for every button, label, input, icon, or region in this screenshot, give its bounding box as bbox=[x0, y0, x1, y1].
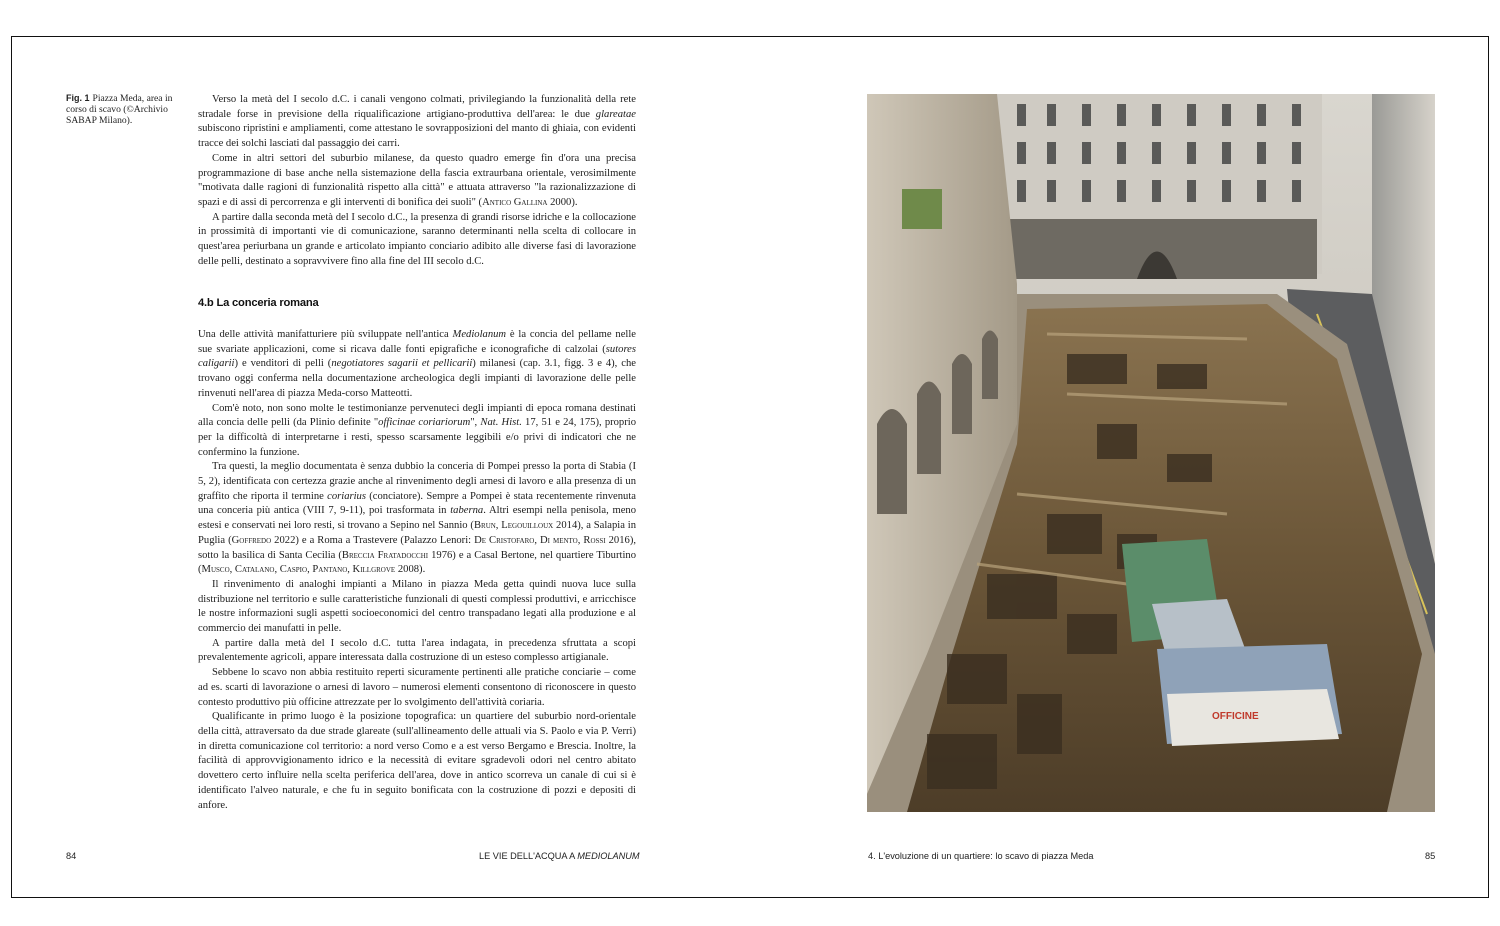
left-page-number: 84 bbox=[66, 851, 77, 861]
figure-caption bbox=[66, 93, 188, 126]
paragraph: Com'è noto, non sono molte le testimonianze pervenuteci degli impianti di epoca romana destinati alla concia delle pelli (da Plinio definite "officinae coriariorum", Nat. Hist. 17, 51 e 24, 175), proprio per la difficoltà di interpretarne i resti, spesso scarsamente leggibili e/o privi di indicatori che ne confermino la funzione. bbox=[198, 402, 637, 458]
body-text-lower bbox=[198, 328, 636, 813]
balcony-plants bbox=[902, 189, 942, 229]
cabin-signage: OFFICINE bbox=[1212, 711, 1259, 722]
paragraph: Tra questi, la meglio documentata è senza dubbio la conceria di Pompei presso la porta di Stabia (I 5, 2), identificata con certezza grazie anche al rinvenimento degli arnesi di lavoro e alla presenza di un graffito che riporta il termine coriarius (conciatore). Sempre a Pompei è stata recentemente rinvenuta una conceria più antica (VIII 7, 9-11), poi trasformata in taberna. Altri esempi nella penisola, meno estesi e conservati nei loro resti, si trovano a Sepino nel Sannio (Brun, Legouilloux 2014), a Salapia in Puglia (Goffredo 2022) e a Roma a Trastevere (Palazzo Lenori: De Cristofaro, Di mento, Rossi 2016), sotto la basilica di Santa Cecilia (Breccia Fratadocchi 1976) e a Casal Bertone, nel quartiere Tiburtino (Musco, Catalano, Caspio, Pantano, Killgrove 2008). bbox=[198, 461, 636, 576]
paragraph: Una delle attività manifatturiere più sviluppate nell'antica Mediolanum è la concia del pellame nelle sue svariate applicazioni, come si ricava dalle fonti epigrafiche e iconografiche di calzolai (sutores caligarii) e venditori di pelli (negotiatores sagarii et pellicarii) milanesi (cap. 3.1, figg. 3 e 4), che trovano oggi conferma nella documentazione archeologica degli impianti di lavorazione delle pelle rinvenuti nell'area di piazza Meda-corso Matteotti. bbox=[198, 329, 636, 399]
paragraph: A partire dalla seconda metà del I secolo d.C., la presenza di grandi risorse idriche e la collocazione in prossimità di importanti vie di comunicazione, saranno determinanti nella scelta di collocare in quest'area periurbana un grande e articolato impianto conciario adibito alle diverse fasi di lavorazione delle pelli, destinato a sopravvivere fino alla fine del III secolo d.C. bbox=[198, 211, 636, 267]
paragraph: Qualificante in primo luogo è la posizione topografica: un quartiere del suburbio nord-orientale della città, attraversato da due strade glareate (sull'allineamento delle attuali via S. Paolo e via P. Verri) in diretta comunicazione col territorio: a nord verso Como e a est verso Bergamo e Brescia. Inoltre, la facilità di approvvigionamento idrico e la necessità di evitare sgradevoli odori nel centro abitato dovettero certo influire nella scelta periferica dell'area, dove in antico scorreva un canale di cui si è identificato l'alveo naturale, e che fu in seguito bonificata con la costruzione di pozzi e depositi di anfore. bbox=[198, 711, 636, 811]
paragraph: Come in altri settori del suburbio milanese, da questo quadro emerge fin d'ora una precisa programmazione di base anche nella sistemazione della fascia extraurbana orientale, verosimilmente "motivata dalle ragioni di funzionalità rispetto alla città" e attuata attraverso "la razionalizzazione di spazi e di assi di percorrenza e gli interventi di bonifica dei suoli" (Antico Gallina 2000). bbox=[198, 152, 636, 208]
paragraph: A partire dalla metà del I secolo d.C. tutta l'area indagata, in precedenza sfruttata a scopi prevalentemente agricoli, appare interessata dalla costruzione di un esteso complesso artigianale. bbox=[198, 637, 636, 664]
paragraph: Il rinvenimento di analoghi impianti a Milano in piazza Meda getta quindi nuova luce sulla distribuzione nel territorio e sulle caratteristiche funzionali di questi complessi produttivi, e arricchisce le nostre informazioni sugli aspetti socioeconomici del centro transpadano legati alla produzione e al commercio dei manufatti in pelle. bbox=[198, 578, 636, 635]
left-running-head bbox=[479, 851, 640, 861]
paragraph: Sebbene lo scavo non abbia restituito reperti sicuramente pertinenti alle pratiche conciarie – come ad es. scarti di lavorazione o arnesi di lavoro – numerosi elementi consentono di riconoscere in questo contesto produttivo più officine attrezzate per lo svolgimento dell'attività coriaria. bbox=[198, 667, 636, 708]
section-heading: 4.b La conceria romana bbox=[198, 297, 319, 309]
right-running-head: 4. L'evoluzione di un quartiere: lo scavo di piazza Meda bbox=[868, 851, 1094, 861]
running-head-text: LE VIE DELL'ACQUA A bbox=[479, 851, 578, 861]
running-head-italic: MEDIOLANUM bbox=[577, 851, 640, 861]
excavation-photo-icon bbox=[867, 94, 1435, 812]
right-page-number: 85 bbox=[1425, 851, 1436, 861]
body-text-upper bbox=[198, 93, 636, 269]
figure-caption-text: Piazza Meda, area in corso di scavo (©Archivio SABAP Milano). bbox=[66, 93, 173, 126]
paragraph: Verso la metà del I secolo d.C. i canali vengono colmati, privilegiando la funzionalità della rete stradale forse in previsione della riqualificazione artigiano-produttiva dell'area: le due glareatae subiscono ripristini e ampliamenti, come attestano le sovrapposizioni del manto di ghiaia, con evidenti tracce dei solchi lasciati dal passaggio dei carri. bbox=[198, 94, 636, 150]
figure-label: Fig. 1 bbox=[66, 93, 90, 103]
